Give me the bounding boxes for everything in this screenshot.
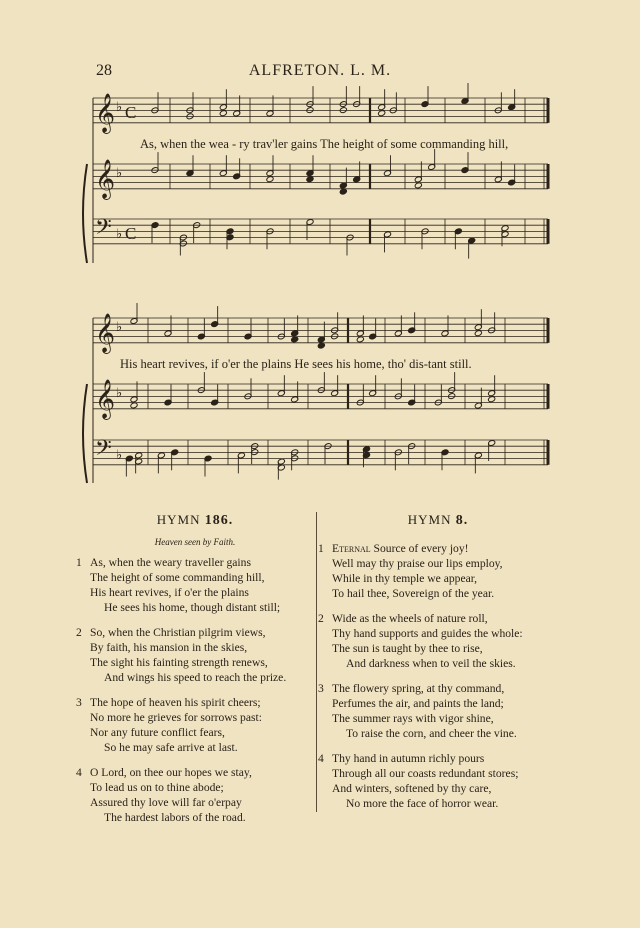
hymn-8-heading [318, 512, 558, 529]
note-head [474, 330, 482, 337]
system-brace [83, 384, 87, 483]
page-number: 28 [96, 62, 112, 79]
stanza-line: And winters, softened by thy care, [332, 782, 492, 795]
note-head [488, 396, 496, 403]
stanza-line: To lead us on to thine abode; [90, 781, 224, 794]
treble-clef: 𝄞 [95, 159, 116, 199]
stanza-number: 2 [318, 612, 324, 625]
stanza-line: No more the face of horror wear. [346, 797, 499, 810]
note-head [356, 336, 364, 343]
hymn-8 [318, 512, 558, 811]
note-head [306, 176, 314, 183]
stanza-line: The sun is taught by thee to rise, [332, 642, 483, 655]
stanza-line: To hail thee, Sovereign of the year. [332, 587, 495, 600]
stanza-number: 2 [76, 626, 82, 639]
treble-clef: 𝄞 [95, 93, 116, 133]
note-head [378, 110, 386, 117]
stanza-first-word: Eternal [332, 542, 371, 555]
note-head [317, 342, 325, 349]
stanza [318, 611, 558, 671]
hymn-186-subtitle: Heaven seen by Faith. [154, 537, 236, 547]
stanza-line: As, when the weary traveller gains [90, 556, 251, 569]
stanza-line: While in thy temple we appear, [332, 572, 478, 585]
stanza-line: His heart revives, if o'er the plains [90, 586, 249, 599]
stanza [76, 625, 314, 685]
note-head [266, 176, 274, 183]
stanza-line: By faith, his mansion in the skies, [90, 641, 248, 654]
stanza-line: Thy hand supports and guides the whole: [332, 627, 523, 640]
stanza-line: The sight his fainting strength renews, [90, 656, 268, 669]
stanza-line: Nor any future conflict fears, [90, 726, 225, 739]
flat-key-signature: ♭ [116, 447, 123, 462]
common-time: C [125, 103, 137, 122]
tune-title: ALFRETON. L. M. [248, 62, 392, 79]
note-head [291, 336, 299, 343]
stanza-line: Through all our coasts redundant stores; [332, 767, 519, 780]
bass-clef: 𝄢 [95, 215, 112, 245]
stanza-line: Perfumes the air, and paints the land; [332, 697, 504, 710]
stanza-line: The hope of heaven his spirit cheers; [90, 696, 261, 709]
treble-clef: 𝄞 [95, 313, 116, 353]
stanza-line: The hardest labors of the road. [104, 811, 246, 824]
stanza [76, 695, 314, 755]
hymn-heading-number: 186. [204, 513, 234, 528]
note-head [339, 188, 347, 195]
column-divider [316, 512, 317, 812]
note-head [130, 402, 138, 409]
stanza-line: To raise the corn, and cheer the vine. [346, 727, 517, 740]
common-time: C [125, 224, 137, 243]
note-head [219, 110, 227, 117]
stanza [318, 751, 558, 811]
stanza-line: So he may safe arrive at last. [104, 741, 238, 754]
stanza-line: Well may thy praise our lips employ, [332, 557, 503, 570]
stanza-line: No more he grieves for sorrows past: [90, 711, 262, 724]
flat-key-signature: ♭ [116, 165, 123, 180]
stanza-number: 1 [76, 556, 82, 569]
hymn-186-heading [76, 512, 314, 529]
stanza-line: Wide as the wheels of nature roll, [332, 612, 488, 625]
note-head [414, 182, 422, 189]
stanza-number: 4 [76, 766, 82, 779]
stanza-line: Assured thy love will far o'erpay [90, 796, 242, 809]
stanza-number: 3 [76, 696, 82, 709]
system2-lyrics: His heart revives, if o'er the plains He sees his home, tho' dis-tant still. [120, 357, 472, 371]
stanza-number: 3 [318, 682, 324, 695]
stanza-line: Source of every joy! [370, 542, 469, 555]
stanza [318, 681, 558, 741]
stanza-number: 4 [318, 752, 324, 765]
treble-clef: 𝄞 [95, 379, 116, 419]
system-brace [83, 164, 87, 263]
hymn-186 [76, 512, 314, 825]
flat-key-signature: ♭ [116, 319, 123, 334]
stanza [76, 765, 314, 825]
hymn-heading-label: HYMN [407, 512, 452, 527]
stanza-number: 1 [318, 542, 324, 555]
stanza-line: The summer rays with vigor shine, [332, 712, 494, 725]
flat-key-signature: ♭ [116, 226, 123, 241]
stanza [76, 555, 314, 615]
stanza-line: O Lord, on thee our hopes we stay, [90, 766, 252, 779]
stanza-line: The height of some commanding hill, [90, 571, 265, 584]
bass-clef: 𝄢 [95, 436, 112, 466]
flat-key-signature: ♭ [116, 385, 123, 400]
hymn-heading-label: HYMN [156, 512, 201, 527]
stanza-line: Thy hand in autumn richly pours [332, 752, 485, 765]
stanza-line: And wings his speed to reach the prize. [104, 671, 287, 684]
system1-lyrics: As, when the wea - ry trav'ler gains The height of some commanding hill, [140, 137, 509, 151]
flat-key-signature: ♭ [116, 99, 123, 114]
stanza-line: So, when the Christian pilgrim views, [90, 626, 266, 639]
stanza [318, 541, 558, 601]
hymn-heading-number: 8. [455, 513, 469, 528]
stanza-line: And darkness when to veil the skies. [346, 657, 516, 670]
stanza-line: The flowery spring, at thy command, [332, 682, 505, 695]
stanza-line: He sees his home, though distant still; [104, 601, 281, 614]
